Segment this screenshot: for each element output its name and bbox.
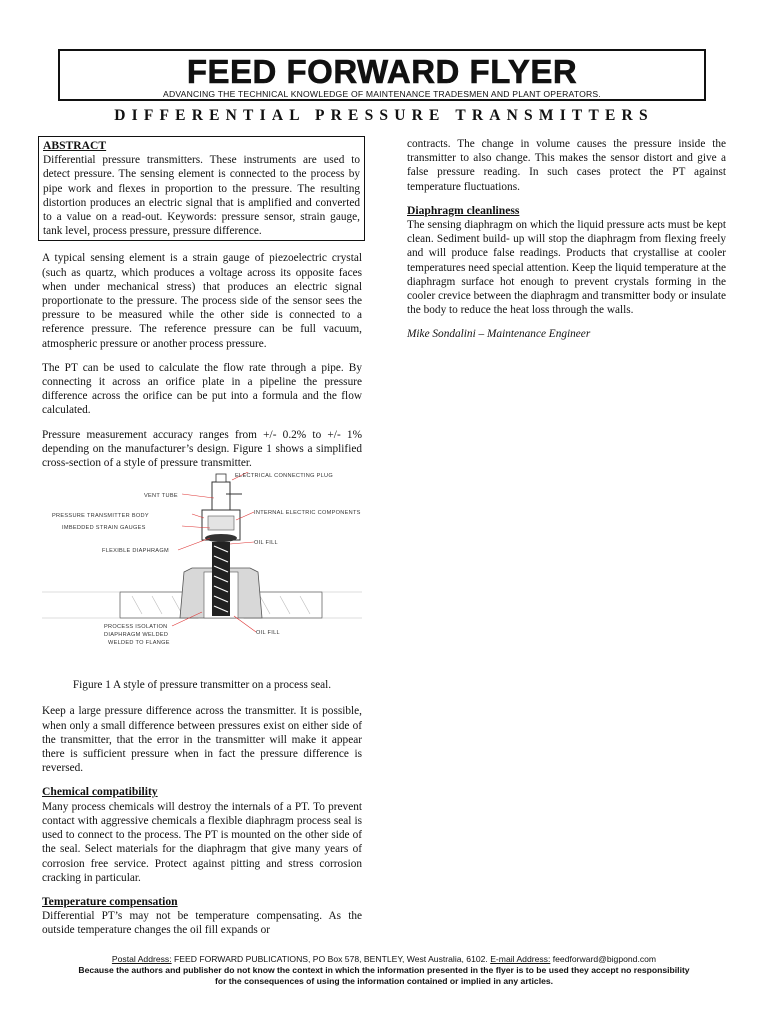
disclaimer-line-2: for the consequences of using the information contained or implied in any articles. (214, 976, 554, 986)
label-transmitter-body: PRESSURE TRANSMITTER BODY (52, 513, 149, 520)
footer (30, 954, 738, 987)
masthead-title: FEED FORWARD FLYER (186, 53, 578, 90)
label-isolation-1: PROCESS ISOLATION (104, 624, 168, 631)
heading-chemical-compatibility: Chemical compatibility (42, 785, 158, 799)
right-column (407, 137, 726, 342)
document-title: DIFFERENTIAL PRESSURE TRANSMITTERS (114, 107, 654, 124)
label-isolation-3: WELDED TO FLANGE (108, 640, 170, 647)
paragraph-chemical-compatibility: Many process chemicals will destroy the internals of a PT. To prevent contact with aggressive chemicals a flexible diaphragm process seal is used to connect to the process. The PT is mounted on the other side of the seal. Select materials for the diaphragm that give many years of corrosion free service. Protect against pitting and stress corrosion cracking in particular. (42, 800, 362, 884)
postal-address-value: FEED FORWARD PUBLICATIONS, PO Box 578, BENTLEY, West Australia, 6102. (171, 954, 491, 964)
paragraph-temperature-compensation-end: contracts. The change in volume causes the pressure inside the transmitter to also change. This makes the sensor distort and give a false pressure reading. In such cases protect the PT against temperature fluctuations. (407, 138, 726, 193)
email-address-label: E-mail Address: (490, 954, 551, 964)
label-oil-fill-upper: OIL FILL (254, 540, 278, 547)
disclaimer-line-1: Because the authors and publisher do not know the context in which the information presented in the flyer is to be used they accept no responsibility (78, 965, 690, 975)
heading-temperature-compensation: Temperature compensation (42, 894, 178, 908)
label-strain-gauges: IMBEDDED STRAIN GAUGES (62, 525, 146, 532)
figure-1-caption: Figure 1 A style of pressure transmitter on a process seal. (72, 679, 332, 692)
email-address-value: feedforward@bigpond.com (550, 954, 657, 964)
abstract-text: Differential pressure transmitters. These instruments are used to detect pressure. The sensing element is connected to the process by pipe work and flexes in proportion to the pressure. The resulting distortion produces an electric signal that is amplified and converted to a value on a read-out. Keywords: pressure sensor, strain gauge, tank level, process pressure, pressure difference. (43, 154, 360, 238)
paragraph-pressure-difference: Keep a large pressure difference across the transmitter. It is possible, when only a small difference between pressures exist on either side of the transmitter, that the error in the transmitter will make it appear there is sufficient pressure when in fact the pressure difference is reversed. (42, 705, 362, 775)
author-signature: Mike Sondalini – Maintenance Engineer (407, 328, 591, 341)
left-column (42, 136, 362, 948)
label-internal-components: INTERNAL ELECTRIC COMPONENTS (254, 510, 361, 517)
label-isolation-2: DIAPHRAGM WELDED (104, 632, 169, 639)
masthead-subtitle: ADVANCING THE TECHNICAL KNOWLEDGE OF MAINTENANCE TRADESMEN AND PLANT OPERATORS. (163, 89, 601, 99)
heading-diaphragm-cleanliness: Diaphragm cleanliness (407, 203, 520, 217)
label-electrical-plug: ELECTRICAL CONNECTING PLUG (235, 473, 334, 480)
label-flexible-diaphragm: FLEXIBLE DIAPHRAGM (102, 548, 169, 555)
paragraph-diaphragm-cleanliness: The sensing diaphragm on which the liquid pressure acts must be kept clean. Sediment build- up will stop the diaphragm from flexing freely and will produce false readings. Products that crystallise at cooler temperatures need special attention. Keep the liquid temperature at the diaphragm surface hot enough to prevent crystals forming in the cooler crevice between the diaphragm and transmitter body or insulate the body to reduce the heat loss through the walls. (407, 219, 726, 317)
label-vent-tube: VENT TUBE (144, 493, 178, 500)
abstract-heading: ABSTRACT (43, 139, 107, 152)
paragraph-accuracy: Pressure measurement accuracy ranges from +/- 0.2% to +/- 1% depending on the manufacturer’s design. Figure 1 shows a simplified cross-section of a style of pressure transmitter. (42, 428, 362, 470)
masthead-box (58, 49, 706, 101)
paragraph-flow-rate: The PT can be used to calculate the flow rate through a pipe. By connecting it across an orifice plate in a pipeline the pressure difference across the orifice can be put into a formula and the flow calculated. (42, 361, 362, 417)
paragraph-temperature-compensation-start: Differential PT’s may not be temperature compensating. As the outside temperature changes the oil fill expands or (42, 910, 362, 937)
abstract-box (38, 136, 365, 241)
paragraph-sensing-element: A typical sensing element is a strain gauge of piezoelectric crystal (such as quartz, which produces a voltage across its opposite faces when under mechanical stress) that produces an electric signal proportionate to the pressure. The process side of the sensor sees the pressure to be measured while the other side is connected to a reference pressure. The reference pressure can be full vacuum, atmospheric pressure or another process pressure. (42, 252, 362, 350)
postal-address-label: Postal Address: (111, 954, 172, 964)
pressure-transmitter-drawing (42, 472, 362, 672)
footer-address-line (30, 954, 738, 965)
electrical-plug (212, 482, 230, 510)
figure-1-diagram (42, 472, 362, 672)
label-oil-fill-lower: OIL FILL (256, 630, 280, 637)
